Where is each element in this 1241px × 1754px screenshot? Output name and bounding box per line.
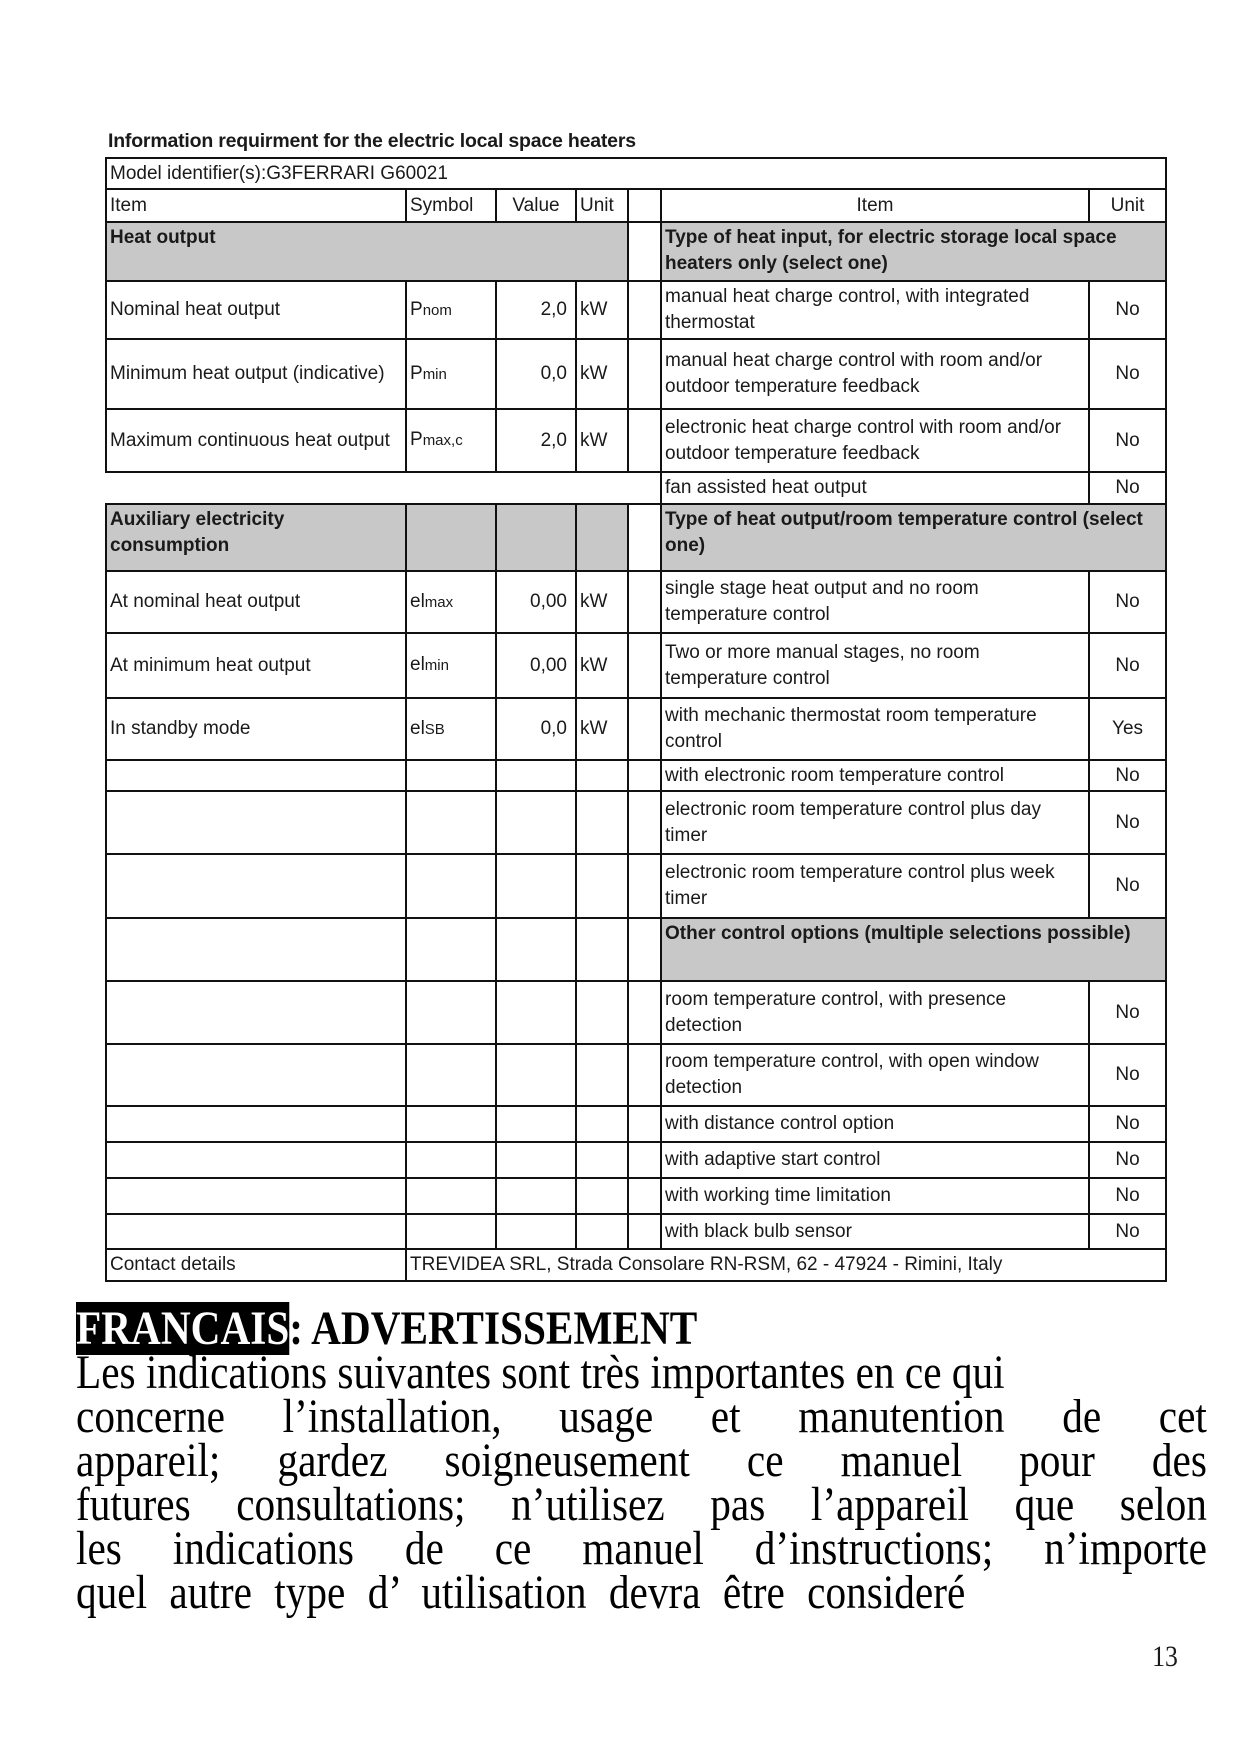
option-label: with working time limitation [661, 1178, 1089, 1214]
option-label: with distance control option [661, 1106, 1089, 1142]
french-heading [76, 1302, 1207, 1355]
table-row [106, 760, 1166, 791]
header-item: Item [106, 189, 406, 222]
empty-cell [106, 981, 406, 1044]
item-label: At minimum heat output [106, 633, 406, 698]
option-value: No [1089, 281, 1166, 339]
option-label: manual heat charge control, with integrated thermostat [661, 281, 1089, 339]
empty-cell [496, 854, 576, 918]
option-label: electronic room temperature control plus week timer [661, 854, 1089, 918]
value-cell: 0,00 [496, 633, 576, 698]
option-label: manual heat charge control with room and/or outdoor temperature feedback [661, 339, 1089, 409]
empty-cell [496, 1214, 576, 1249]
empty-cell [106, 472, 661, 504]
spacer-cell [628, 222, 661, 281]
table-row [106, 854, 1166, 918]
empty-cell [576, 1044, 628, 1106]
option-value: No [1089, 1214, 1166, 1249]
empty-cell [406, 760, 496, 791]
empty-cell [496, 1106, 576, 1142]
paragraph-line: concerne l’installation, usage et manutention de cet [76, 1390, 1207, 1443]
table-row [106, 571, 1166, 633]
empty-cell [106, 791, 406, 854]
empty-cell [406, 1142, 496, 1178]
symbol-cell [406, 698, 496, 760]
table-row [106, 918, 1166, 981]
unit-cell: kW [576, 339, 628, 409]
option-label: with electronic room temperature control [661, 760, 1089, 791]
section-heading: Auxiliary electricity consumption [106, 504, 406, 571]
empty-cell [406, 1106, 496, 1142]
table-row [106, 698, 1166, 760]
empty-cell [406, 791, 496, 854]
item-label: Maximum continuous heat output [106, 409, 406, 472]
item-label: Nominal heat output [106, 281, 406, 339]
empty-cell [106, 760, 406, 791]
table-row [106, 472, 1166, 504]
paragraph-line: appareil; gardez soigneusement ce manuel pour des [76, 1434, 1207, 1487]
heater-info-table [105, 157, 1167, 1282]
option-label: with mechanic thermostat room temperature control [661, 698, 1089, 760]
page-number: 13 [1152, 1640, 1178, 1673]
symbol-subscript: min [422, 365, 447, 383]
symbol-main: el [410, 717, 425, 739]
symbol-subscript: min [424, 657, 449, 674]
symbol-subscript: nom [422, 301, 452, 319]
option-value: No [1089, 571, 1166, 633]
empty-cell [106, 1178, 406, 1214]
symbol-cell [406, 281, 496, 339]
value-cell: 0,0 [496, 698, 576, 760]
table-row [106, 1106, 1166, 1142]
section-heading: Heat output [106, 222, 628, 281]
table-row [106, 633, 1166, 698]
option-label: with adaptive start control [661, 1142, 1089, 1178]
symbol-subscript: max [424, 593, 454, 611]
header-row [106, 189, 1166, 222]
empty-cell [576, 854, 628, 918]
symbol-main: P [410, 362, 423, 384]
option-value: No [1089, 409, 1166, 472]
option-value: No [1089, 1142, 1166, 1178]
item-label: In standby mode [106, 698, 406, 760]
symbol-cell [406, 633, 496, 698]
table-row [106, 1178, 1166, 1214]
option-label: room temperature control, with open window detection [661, 1044, 1089, 1106]
contact-details: TREVIDEA SRL, Strada Consolare RN-RSM, 62 - 47924 - Rimini, Italy [406, 1249, 1166, 1281]
option-value: No [1089, 760, 1166, 791]
empty-cell [576, 1214, 628, 1249]
table-row [106, 281, 1166, 339]
spacer-cell [628, 760, 661, 791]
empty-cell [406, 1214, 496, 1249]
empty-cell [576, 981, 628, 1044]
table-row [106, 791, 1166, 854]
option-value: No [1089, 791, 1166, 854]
empty-cell [406, 981, 496, 1044]
empty-cell [406, 1178, 496, 1214]
empty-cell [576, 918, 628, 981]
option-label: fan assisted heat output [661, 472, 1089, 504]
model-identifier: Model identifier(s):G3FERRARI G60021 [106, 158, 1166, 189]
french-warning [76, 1302, 1241, 1619]
item-label: At nominal heat output [106, 571, 406, 633]
spacer-cell [628, 281, 661, 339]
value-cell: 0,00 [496, 571, 576, 633]
option-label: single stage heat output and no room temperature control [661, 571, 1089, 633]
paragraph-line: les indications de ce manuel d’instructions; n’importe [76, 1522, 1207, 1575]
empty-cell [106, 918, 406, 981]
symbol-cell [406, 571, 496, 633]
header-right-item: Item [661, 189, 1089, 222]
option-value: No [1089, 981, 1166, 1044]
spacer-cell [628, 571, 661, 633]
section-heading: Type of heat input, for electric storage local space heaters only (select one) [661, 222, 1166, 281]
table-row [106, 409, 1166, 472]
empty-cell [576, 1142, 628, 1178]
option-value: No [1089, 339, 1166, 409]
option-label: electronic room temperature control plus day timer [661, 791, 1089, 854]
symbol-main: el [410, 590, 425, 612]
empty-cell [106, 1214, 406, 1249]
empty-cell [496, 918, 576, 981]
paragraph-line: quel autre type d’ utilisation devra être consideré [76, 1566, 966, 1619]
empty-cell [576, 1106, 628, 1142]
empty-cell [576, 760, 628, 791]
header-spacer [628, 189, 661, 222]
value-cell: 2,0 [496, 409, 576, 472]
unit-cell: kW [576, 409, 628, 472]
spacer-cell [628, 698, 661, 760]
option-value: No [1089, 633, 1166, 698]
empty-cell [106, 1044, 406, 1106]
option-value: No [1089, 1044, 1166, 1106]
section-heading: Other control options (multiple selections possible) [661, 918, 1166, 981]
spacer-cell [628, 1214, 661, 1249]
empty-cell [106, 1106, 406, 1142]
spacer-cell [628, 504, 661, 571]
empty-cell [106, 1142, 406, 1178]
empty-cell [496, 760, 576, 791]
symbol-subscript: max,c [422, 432, 463, 449]
contact-row [106, 1249, 1166, 1281]
table-row [106, 339, 1166, 409]
table-row [106, 504, 1166, 571]
value-cell: 0,0 [496, 339, 576, 409]
option-value: No [1089, 854, 1166, 918]
table-row [106, 1142, 1166, 1178]
spacer-cell [628, 1142, 661, 1178]
paragraph-line: Les indications suivantes sont très importantes en ce qui [76, 1346, 1005, 1399]
spacer-cell [628, 633, 661, 698]
unit-cell: kW [576, 571, 628, 633]
spacer-cell [628, 1178, 661, 1214]
header-right-unit: Unit [1089, 189, 1166, 222]
spacer-cell [628, 981, 661, 1044]
spacer-cell [628, 918, 661, 981]
empty-cell [496, 981, 576, 1044]
empty-cell [406, 504, 496, 571]
option-value: No [1089, 1178, 1166, 1214]
spacer-cell [628, 409, 661, 472]
spacer-cell [628, 854, 661, 918]
spacer-cell [628, 339, 661, 409]
header-value: Value [496, 189, 576, 222]
value-cell: 2,0 [496, 281, 576, 339]
symbol-main: P [410, 298, 423, 320]
empty-cell [576, 504, 628, 571]
table-row [106, 981, 1166, 1044]
table-title: Information requirment for the electric local space heaters [108, 130, 636, 152]
section-heading: Type of heat output/room temperature control (select one) [661, 504, 1166, 571]
symbol-cell [406, 339, 496, 409]
unit-cell: kW [576, 281, 628, 339]
contact-label: Contact details [106, 1249, 406, 1281]
option-label: room temperature control, with presence detection [661, 981, 1089, 1044]
table-row [106, 222, 1166, 281]
empty-cell [406, 918, 496, 981]
spacer-cell [628, 1044, 661, 1106]
empty-cell [496, 1044, 576, 1106]
option-label: with black bulb sensor [661, 1214, 1089, 1249]
empty-cell [496, 791, 576, 854]
spacer-cell [628, 1106, 661, 1142]
empty-cell [406, 1044, 496, 1106]
table-row [106, 1044, 1166, 1106]
option-label: electronic heat charge control with room and/or outdoor temperature feedback [661, 409, 1089, 472]
paragraph-line: futures consultations; n’utilisez pas l’appareil que selon [76, 1478, 1207, 1531]
symbol-main: el [410, 654, 425, 675]
unit-cell: kW [576, 633, 628, 698]
unit-cell: kW [576, 698, 628, 760]
option-value: Yes [1089, 698, 1166, 760]
empty-cell [406, 854, 496, 918]
table-row [106, 1214, 1166, 1249]
option-value: No [1089, 472, 1166, 504]
language-label: FRANCAIS [76, 1302, 290, 1355]
empty-cell [576, 791, 628, 854]
header-symbol: Symbol [406, 189, 496, 222]
symbol-cell [406, 409, 496, 472]
symbol-main: P [410, 429, 423, 450]
header-unit: Unit [576, 189, 628, 222]
empty-cell [496, 504, 576, 571]
empty-cell [496, 1178, 576, 1214]
heading-text: : ADVERTISSEMENT [289, 1302, 698, 1355]
option-value: No [1089, 1106, 1166, 1142]
empty-cell [576, 1178, 628, 1214]
empty-cell [106, 854, 406, 918]
model-row [106, 158, 1166, 189]
spacer-cell [628, 791, 661, 854]
item-label: Minimum heat output (indicative) [106, 339, 406, 409]
empty-cell [496, 1142, 576, 1178]
symbol-subscript: SB [424, 720, 445, 738]
option-label: Two or more manual stages, no room temperature control [661, 633, 1089, 698]
